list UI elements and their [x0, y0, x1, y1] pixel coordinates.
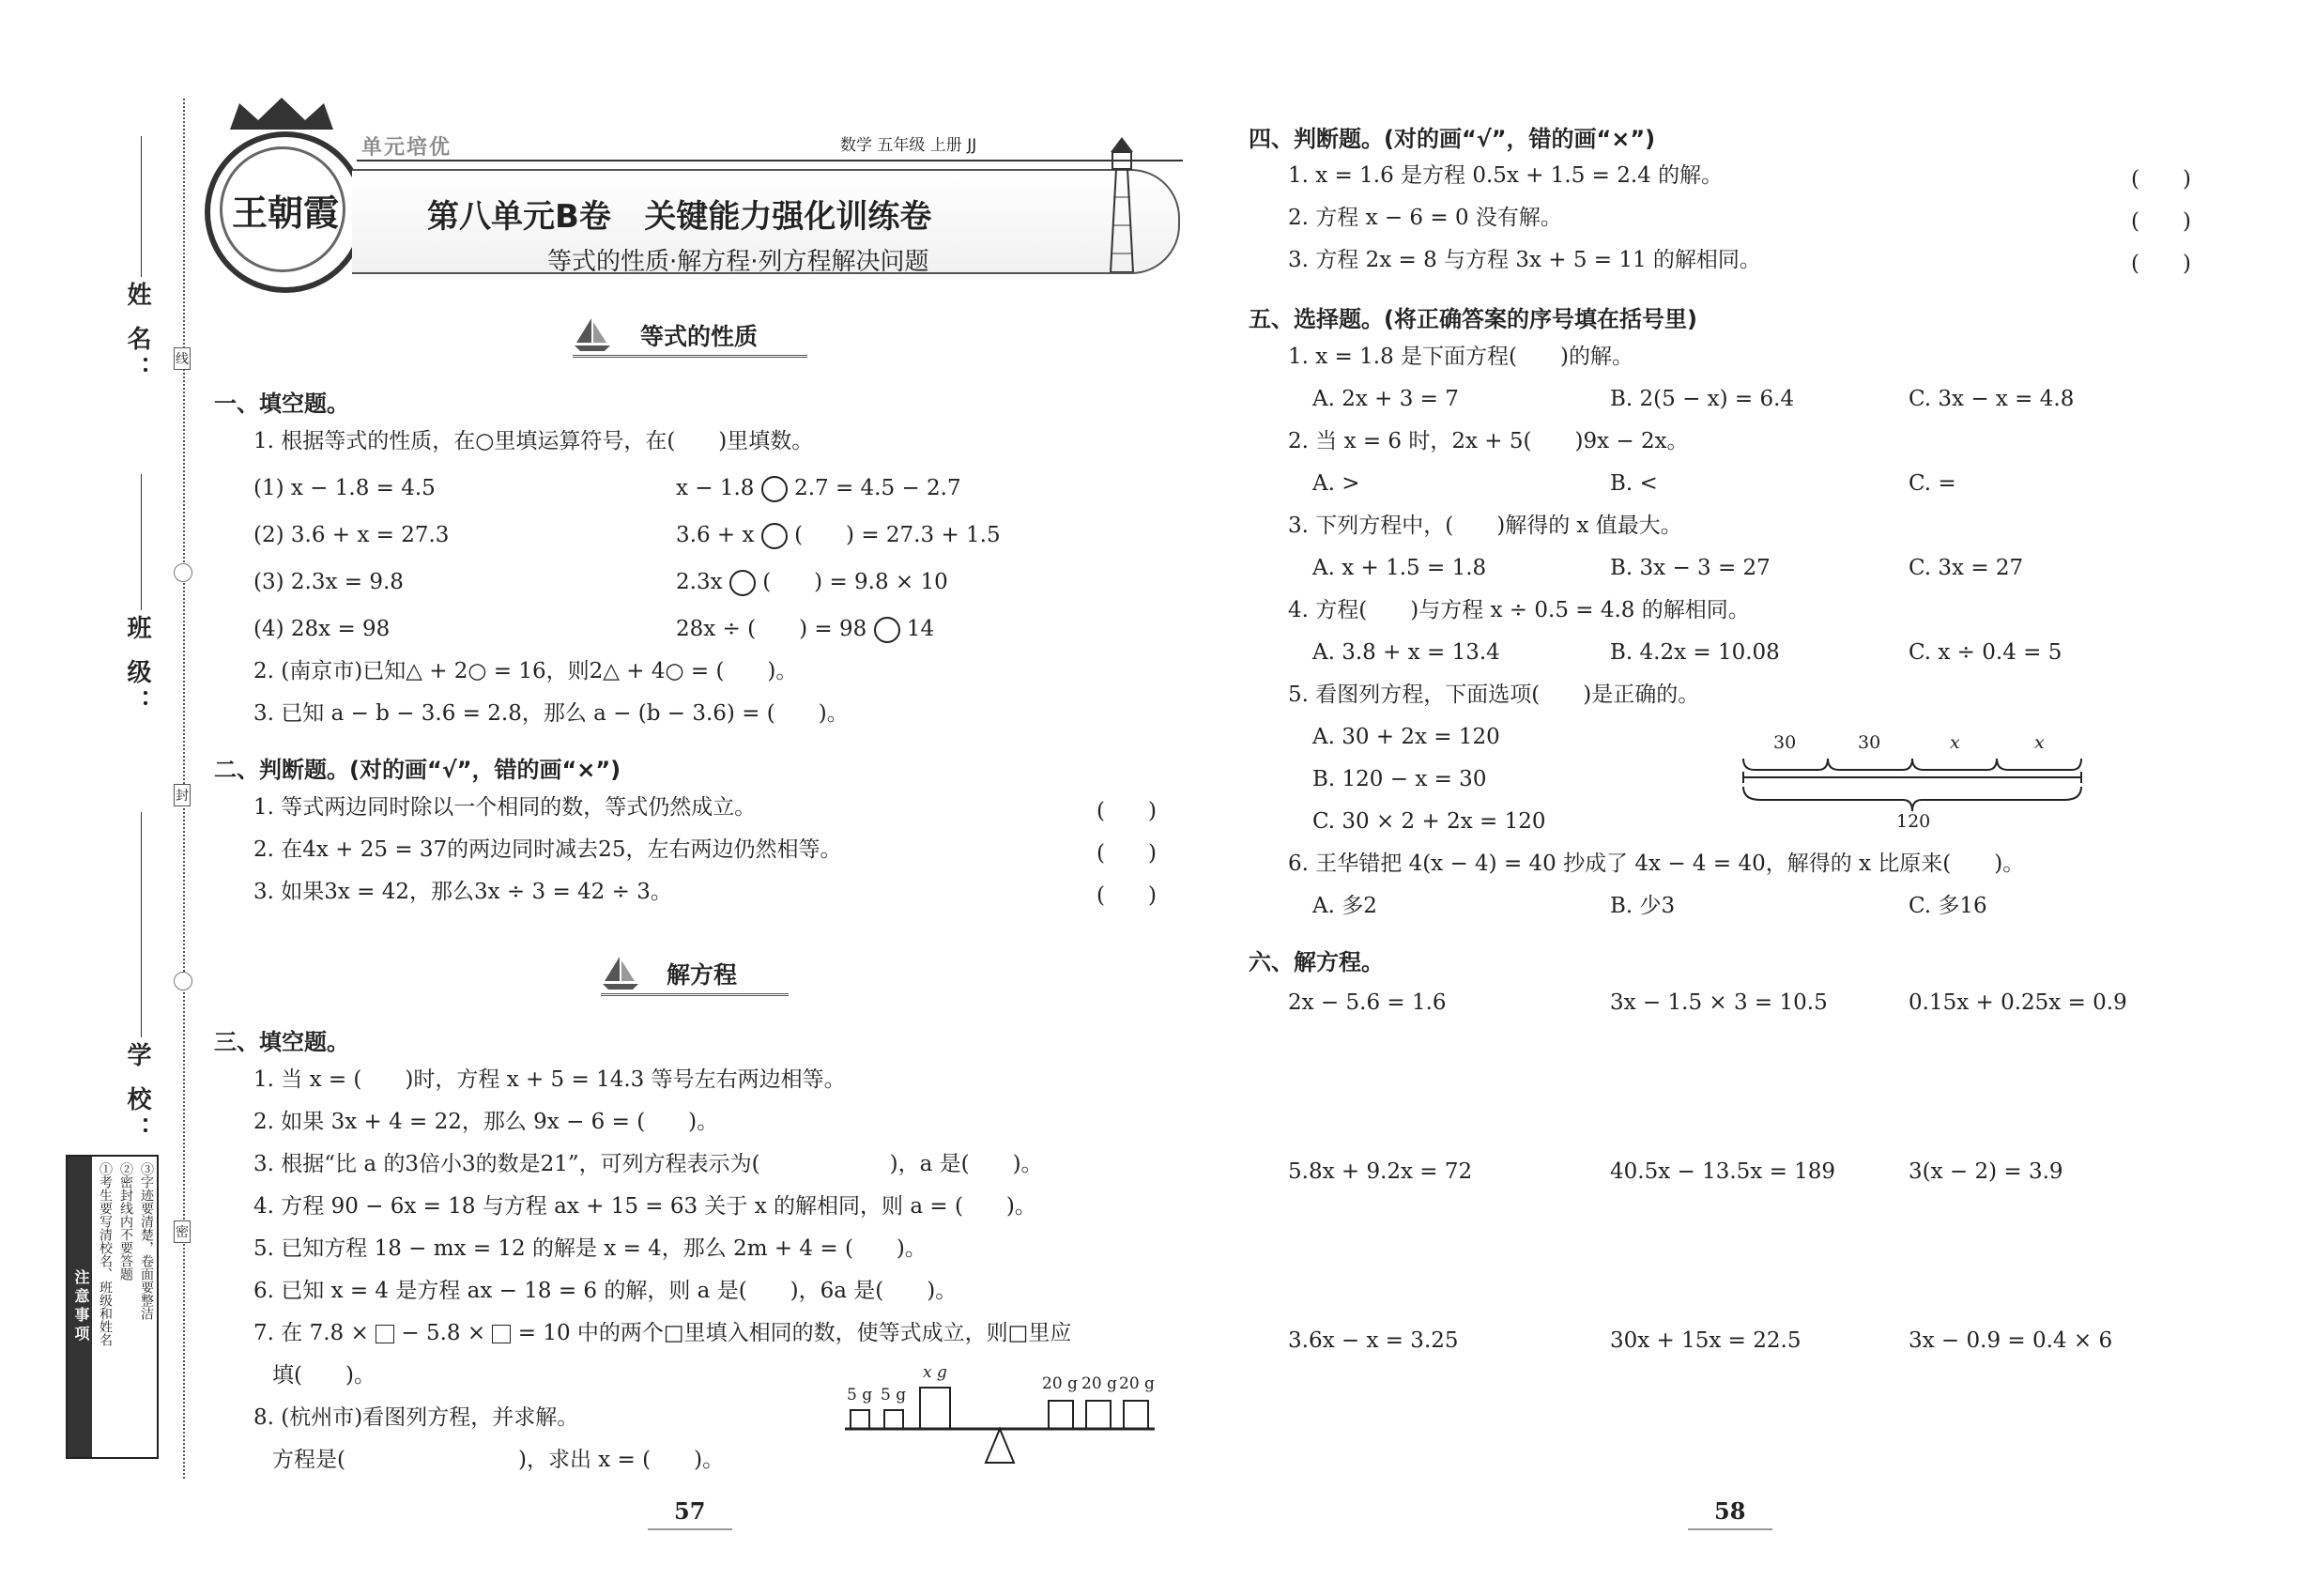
- binding-hole-icon: [174, 563, 192, 582]
- q1-1b: (2) 3.6 + x = 27.3: [253, 523, 450, 547]
- option: B. 少3: [1610, 894, 1676, 918]
- seal-mark: 线: [174, 347, 191, 370]
- note-item: ②密封线内不要答题: [118, 1162, 133, 1281]
- weight-label: 20 g: [1042, 1374, 1078, 1393]
- equation: 30x + 15x = 22.5: [1610, 1328, 1802, 1353]
- q1-1a: (1) x − 1.8 = 4.5: [253, 476, 436, 500]
- school-line: [141, 812, 142, 1037]
- page-number: 57: [674, 1497, 706, 1525]
- brand-name: 王朝霞: [231, 192, 339, 234]
- class-label: 班 级：: [123, 615, 151, 720]
- answer-paren: ( ): [2131, 252, 2191, 276]
- page-ornament: [648, 1528, 732, 1530]
- page-number: 58: [1714, 1497, 1746, 1525]
- page-ornament: [1688, 1528, 1772, 1530]
- balance-scale-diagram: [836, 1352, 1164, 1474]
- equation: 3x − 0.9 = 0.4 × 6: [1909, 1328, 2113, 1353]
- class-line: [141, 474, 142, 610]
- note-item: ③字迹要清楚，卷面要整洁: [139, 1162, 154, 1320]
- q4-2: 2. 方程 x − 6 = 0 没有解。: [1288, 206, 1562, 230]
- q2-3: 3. 如果3x = 42，那么3x ÷ 3 = 42 ÷ 3。: [253, 880, 672, 904]
- sailboat-icon: [601, 953, 640, 990]
- notes-title: 注意事项: [68, 1157, 92, 1457]
- answer-paren: ( ): [1096, 841, 1157, 866]
- section-title: 等式的性质: [640, 323, 759, 350]
- q1-1d-eq: 28x ÷ ( ) = 98 14: [676, 617, 935, 641]
- q1-2: 2. (南京市)已知△ + 2○ = 16，则2△ + 4○ = ( )。: [253, 659, 798, 683]
- blank-circle: [874, 617, 900, 643]
- school-label: 学 校：: [123, 1042, 151, 1147]
- q3-1: 1. 当 x = ( )时，方程 x + 5 = 14.3 等号左右两边相等。: [253, 1067, 846, 1092]
- q3-4: 4. 方程 90 − 6x = 18 与方程 ax + 15 = 63 关于 x 的解相同，则 a = ( )。: [253, 1194, 1036, 1219]
- q1-3: 3. 已知 a − b − 3.6 = 2.8，那么 a − (b − 3.6) = ( )。: [253, 701, 849, 726]
- option: A. 2x + 3 = 7: [1312, 387, 1459, 411]
- q3-7-cont: 填( )。: [272, 1363, 376, 1388]
- q3-2: 2. 如果 3x + 4 = 22，那么 9x − 6 = ( )。: [253, 1110, 719, 1134]
- q3-7: 7. 在 7.8 × − 5.8 × = 10 中的两个□里填入相同的数，使等式成立，则□里应: [253, 1321, 1072, 1345]
- blank-square: [492, 1325, 511, 1343]
- q5-5: 5. 看图列方程，下面选项( )是正确的。: [1288, 683, 1700, 707]
- answer-paren: ( ): [2131, 167, 2191, 192]
- equation: 5.8x + 9.2x = 72: [1288, 1159, 1473, 1184]
- equation: 3.6x − x = 3.25: [1288, 1328, 1459, 1353]
- blank-circle: [729, 570, 756, 596]
- q4-1: 1. x = 1.6 是方程 0.5x + 1.5 = 2.4 的解。: [1288, 163, 1724, 188]
- option: B. 4.2x = 10.08: [1610, 640, 1780, 665]
- blank-circle: [761, 523, 788, 549]
- weight-label: x g: [923, 1363, 947, 1382]
- segment-label: 30: [1773, 732, 1797, 753]
- name-line: [141, 136, 142, 277]
- option: B. 2(5 − x) = 6.4: [1610, 387, 1795, 411]
- note-item: ①考生要写清校名、班级和姓名: [98, 1162, 113, 1346]
- equation: 3(x − 2) = 3.9: [1909, 1159, 2063, 1184]
- q5-1: 1. x = 1.8 是下面方程( )的解。: [1288, 345, 1633, 369]
- option: C. =: [1909, 471, 1956, 496]
- binding-hole-icon: [174, 972, 192, 990]
- lighthouse-icon: [1084, 131, 1159, 272]
- option: B. 3x − 3 = 27: [1610, 556, 1771, 580]
- segment-diagram: [1741, 732, 2089, 836]
- section-title: 解方程: [667, 961, 738, 989]
- option: A. 30 + 2x = 120: [1312, 725, 1500, 749]
- segment-label: x: [1950, 732, 1960, 753]
- segment-total: 120: [1896, 811, 1931, 832]
- option: A. 3.8 + x = 13.4: [1312, 640, 1500, 665]
- q1-1b-eq: 3.6 + x ( ) = 27.3 + 1.5: [676, 523, 1001, 547]
- q5-heading: 五、选择题。(将正确答案的序号填在括号里): [1249, 306, 1697, 332]
- q5-6: 6. 王华错把 4(x − 4) = 40 抄成了 4x − 4 = 40，解得的 x 比原来( )。: [1288, 852, 2025, 876]
- q6-heading: 六、解方程。: [1249, 949, 1384, 975]
- page-title: 第八单元B卷 关键能力强化训练卷: [427, 198, 932, 236]
- equation: 3x − 1.5 × 3 = 10.5: [1610, 990, 1828, 1015]
- q4-3: 3. 方程 2x = 8 与方程 3x + 5 = 11 的解相同。: [1288, 248, 1761, 272]
- weight-label: 5 g: [847, 1386, 873, 1404]
- option: C. 30 × 2 + 2x = 120: [1312, 809, 1546, 834]
- q2-1: 1. 等式两边同时除以一个相同的数，等式仍然成立。: [253, 795, 757, 820]
- option: C. 多16: [1909, 894, 1987, 918]
- name-label: 姓 名：: [123, 282, 151, 387]
- seal-mark: 封: [174, 784, 191, 806]
- option: C. 3x = 27: [1909, 556, 2024, 580]
- q1-1a-eq: x − 1.8 2.7 = 4.5 − 2.7: [676, 476, 961, 500]
- equation: 2x − 5.6 = 1.6: [1288, 990, 1447, 1015]
- weight-label: 5 g: [881, 1386, 907, 1404]
- header-meta: 数学 五年级 上册 JJ: [840, 136, 977, 155]
- series-label: 单元培优: [361, 136, 452, 160]
- section-header-properties: [573, 315, 807, 358]
- q1-1c: (3) 2.3x = 9.8: [253, 570, 404, 594]
- option: A. 多2: [1312, 894, 1377, 918]
- q3-6: 6. 已知 x = 4 是方程 ax − 18 = 6 的解，则 a 是( )，6a 是( )。: [253, 1279, 958, 1303]
- section-header-solve: [601, 953, 789, 996]
- answer-paren: ( ): [1096, 799, 1157, 823]
- q3-8: 8. (杭州市)看图列方程，并求解。: [253, 1405, 579, 1430]
- answer-paren: ( ): [1096, 883, 1157, 908]
- option: A. x + 1.5 = 1.8: [1312, 556, 1487, 580]
- q3-heading: 三、填空题。: [214, 1029, 349, 1055]
- blank-circle: [761, 476, 788, 502]
- q2-2: 2. 在4x + 25 = 37的两边同时减去25，左右两边仍然相等。: [253, 837, 842, 862]
- option: C. x ÷ 0.4 = 5: [1909, 640, 2062, 665]
- q2-heading: 二、判断题。(对的画“√”，错的画“×”): [214, 757, 621, 783]
- sailboat-icon: [573, 315, 612, 352]
- q1-1: 1. 根据等式的性质，在○里填运算符号，在( )里填数。: [253, 429, 814, 453]
- option: B. 120 − x = 30: [1312, 767, 1487, 791]
- q4-heading: 四、判断题。(对的画“√”，错的画“×”): [1249, 126, 1656, 152]
- segment-label: 30: [1858, 732, 1881, 753]
- equation: 40.5x − 13.5x = 189: [1610, 1159, 1836, 1184]
- q5-3: 3. 下列方程中，( )解得的 x 值最大。: [1288, 514, 1682, 538]
- weight-label: 20 g: [1119, 1374, 1155, 1393]
- segment-label: x: [2034, 732, 2045, 753]
- answer-paren: ( ): [2131, 209, 2191, 234]
- option: C. 3x − x = 4.8: [1909, 387, 2075, 411]
- equation: 0.15x + 0.25x = 0.9: [1909, 990, 2127, 1015]
- q3-5: 5. 已知方程 18 − mx = 12 的解是 x = 4，那么 2m + 4 = ( )。: [253, 1236, 927, 1261]
- weight-label: 20 g: [1081, 1374, 1117, 1393]
- q5-2: 2. 当 x = 6 时，2x + 5( )9x − 2x。: [1288, 429, 1689, 453]
- option: A. >: [1312, 471, 1360, 496]
- q1-1d: (4) 28x = 98: [253, 617, 391, 641]
- option: B. <: [1610, 471, 1658, 496]
- brand-logo: [205, 131, 366, 293]
- q1-heading: 一、填空题。: [214, 391, 349, 417]
- seal-mark: 密: [174, 1220, 191, 1243]
- q5-4: 4. 方程( )与方程 x ÷ 0.5 = 4.8 的解相同。: [1288, 598, 1750, 622]
- q3-3: 3. 根据“比 a 的3倍小3的数是21”，可列方程表示为( )，a 是( )。: [253, 1152, 1043, 1176]
- q3-8-answer: 方程是( )，求出 x = ( )。: [272, 1448, 725, 1472]
- q1-1c-eq: 2.3x ( ) = 9.8 × 10: [676, 570, 948, 594]
- header-rule: [357, 160, 1183, 161]
- page-subtitle: 等式的性质·解方程·列方程解决问题: [547, 248, 929, 276]
- crown-icon: [211, 94, 352, 131]
- notes-box: [66, 1155, 159, 1459]
- blank-square: [376, 1325, 394, 1343]
